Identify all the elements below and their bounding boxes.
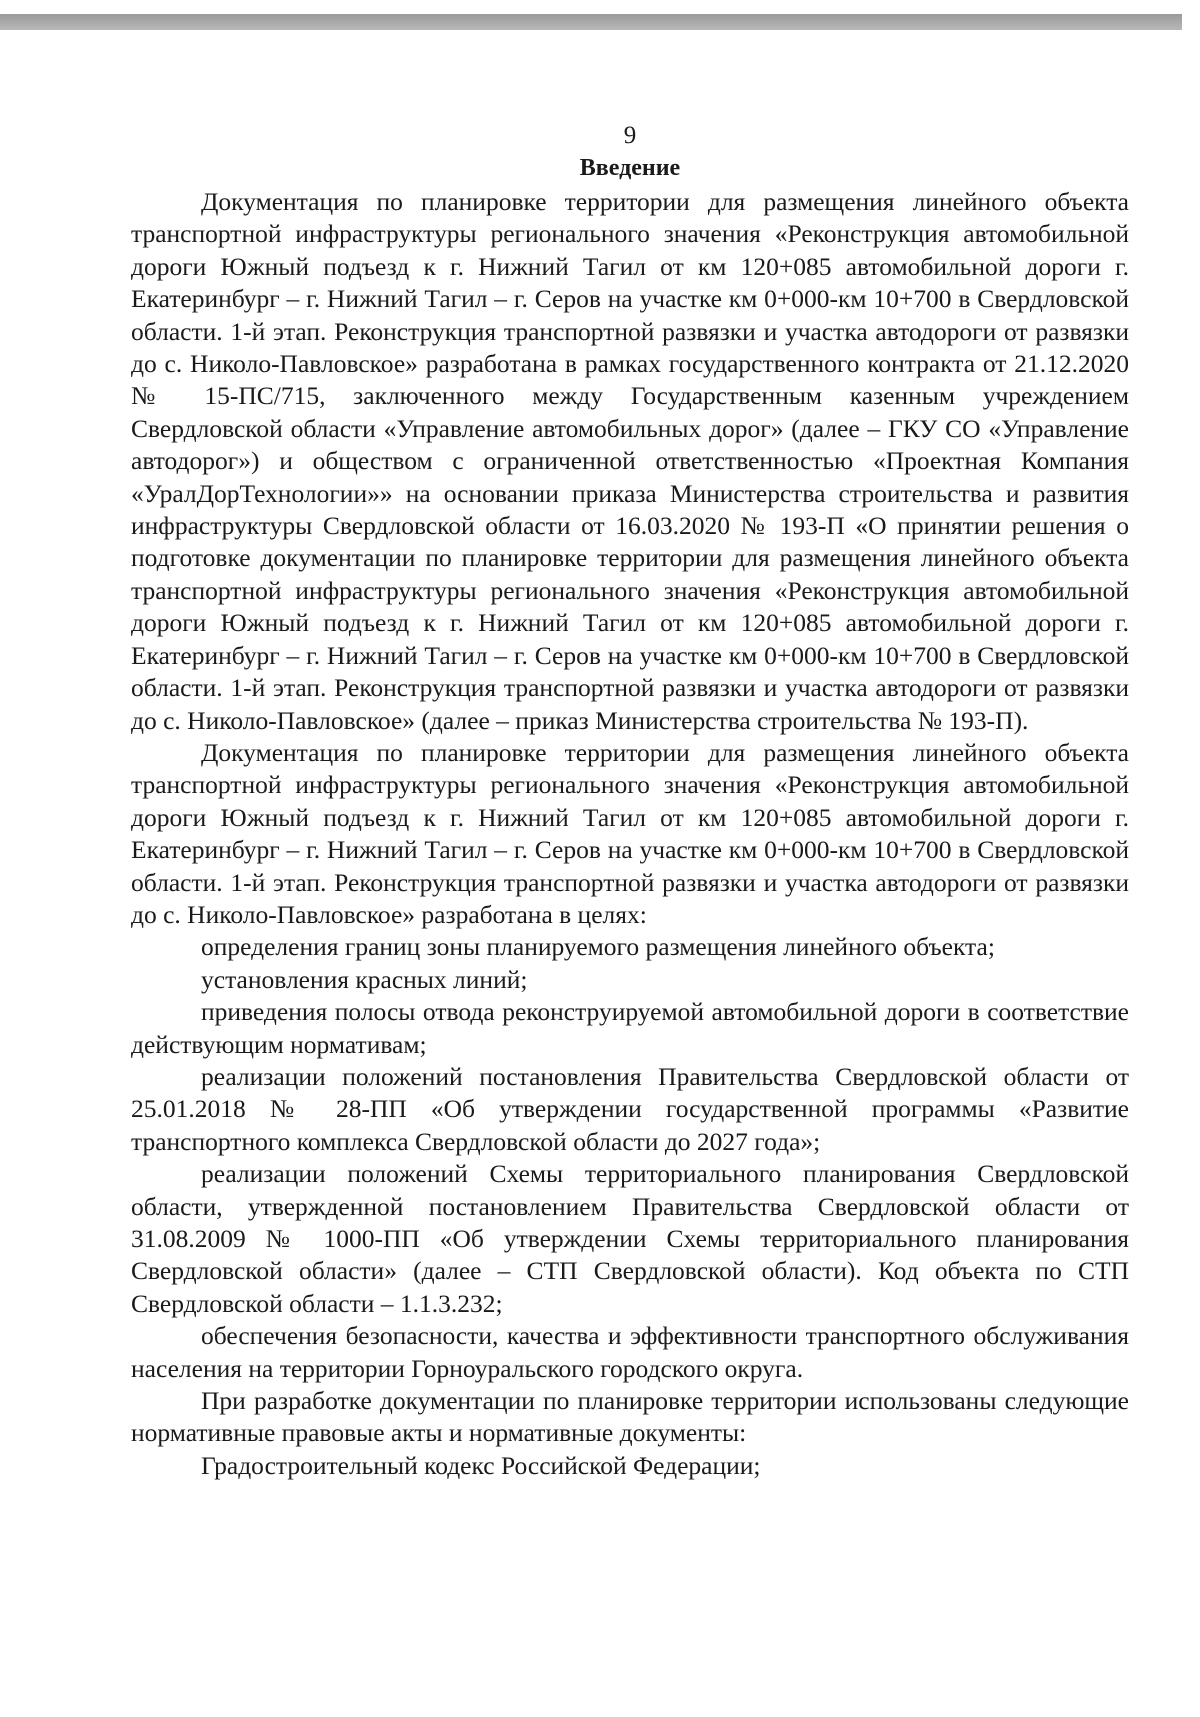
paragraph-intro: Документация по планировке территории для размещения линейного объекта транспортной инфраструктуры регионального значения «Реконструкция автомобильной дороги Южный подъезд к г. Нижний Тагил от км 120+085 автомобильной дороги г. Екатеринбург – г. Нижний Тагил – г. Серов на участке км 0+000-км 10+700 в Свердловской области. 1-й этап. Реконструкция транспортной развязки и участка автодороги от развязки до с. Николо-Павловское» разработана в рамках государственного контракта от 21.12.2020 № 15-ПС/715, заключенного между Государственным казенным учреждением Свердловской области «Управление автомобильных дорог» (далее – ГКУ СО «Управление автодорог») и обществом с ограниченной ответственностью «Проектная Компания «УралДорТехнологии»» на основании приказа Министерства строительства и развития инфраструктуры Свердловской области от 16.03.2020 № 193-П «О принятии решения о подготовке документации по планировке территории для размещения линейного объекта транспортной инфраструктуры регионального значения «Реконструкция автомобильной дороги Южный подъезд к г. Нижний Тагил от км 120+085 автомобильной дороги г. Екатеринбург – г. Нижний Тагил – г. Серов на участке км 0+000-км 10+700 в Свердловской области. 1-й этап. Реконструкция транспортной развязки и участка автодороги от развязки до с. Николо-Павловское» (далее – приказ Министерства строительства № 193-П). <box>131 187 1129 735</box>
goal-item-right-of-way: приведения полосы отвода реконструируемой автомобильной дороги в соответствие действующим нормативам; <box>131 997 1129 1059</box>
goal-item-red-lines: установления красных линий; <box>201 964 528 994</box>
page-number: 9 <box>623 122 637 149</box>
section-heading: Введение <box>579 155 681 181</box>
paragraph-purpose: Документация по планировке территории для размещения линейного объекта транспортной инфраструктуры регионального значения «Реконструкция автомобильной дороги Южный подъезд к г. Нижний Тагил от км 120+085 автомобильной дороги г. Екатеринбург – г. Нижний Тагил – г. Серов на участке км 0+000-км 10+700 в Свердловской области. 1-й этап. Реконструкция транспортной развязки и участка автодороги от развязки до с. Николо-Павловское» разработана в целях: <box>131 737 1129 929</box>
scan-edge-band <box>0 14 1182 30</box>
goal-item-boundaries: определения границ зоны планируемого размещения линейного объекта; <box>201 932 995 962</box>
goal-item-safety: обеспечения безопасности, качества и эффективности транспортного обслуживания населения на территории Горноуральского городского округа. <box>131 1321 1129 1383</box>
document-page <box>131 120 1129 1482</box>
paragraph-normative-acts: При разработке документации по планировке территории использованы следующие нормативные правовые акты и нормативные документы: <box>131 1386 1129 1448</box>
goal-item-state-program: реализации положений постановления Правительства Свердловской области от 25.01.2018 № 28-ПП «Об утверждении государственной программы «Развитие транспортного комплекса Свердловской области до 2027 года»; <box>131 1061 1129 1156</box>
normative-act-item: Градостроительный кодекс Российской Федерации; <box>201 1450 761 1480</box>
goal-item-territorial-scheme: реализации положений Схемы территориального планирования Свердловской области, утвержденной постановлением Правительства Свердловской области от 31.08.2009 № 1000-ПП «Об утверждении Схемы территориального планирования Свердловской области» (далее – СТП Свердловской области). Код объекта по СТП Свердловской области – 1.1.3.232; <box>131 1159 1129 1318</box>
